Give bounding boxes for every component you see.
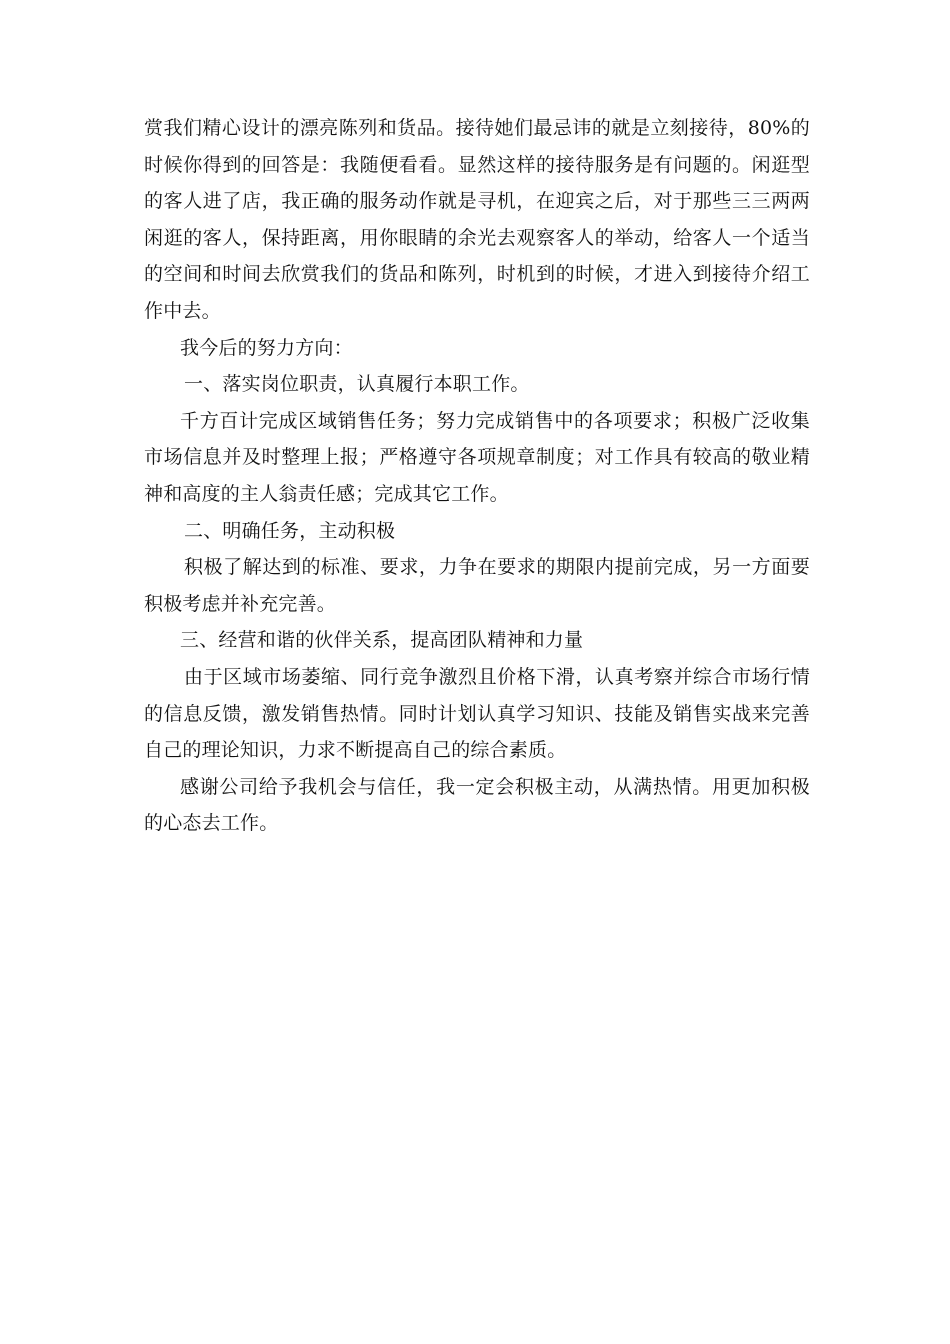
- section-heading-2: 二、明确任务，主动积极: [184, 519, 396, 542]
- section-heading-3: 三、经营和谐的伙伴关系，提高团队精神和力量: [180, 629, 584, 652]
- paragraph-section-1: 千方百计完成区域销售任务；努力完成销售中的各项要求；积极广泛收集市场信息并及时整理上报；严格遵守各项规章制度；对工作具有较高的敬业精神和高度的主人翁责任感；完成其它工作。: [144, 409, 810, 505]
- paragraph-section-2: 积极了解达到的标准、要求，力争在要求的期限内提前完成，另一方面要积极考虑并补充完善。: [144, 556, 810, 615]
- paragraph-section-3: 由于区域市场萎缩、同行竞争激烈且价格下滑，认真考察并综合市场行情的信息反馈，激发销售热情。同时计划认真学习知识、技能及销售实战来完善自己的理论知识，力求不断提高自己的综合素质。: [144, 665, 810, 762]
- paragraph-future-direction-intro: 我今后的努力方向：: [180, 336, 353, 359]
- paragraph-continuation: 赏我们精心设计的漂亮陈列和货品。接待她们最忌讳的就是立刻接待，80%的时候你得到的回答是：我随便看看。显然这样的接待服务是有问题的。闲逛型的客人进了店，我正确的服务动作就是寻机，在迎宾之后，对于那些三三两两闲逛的客人，保持距离，用你眼睛的余光去观察客人的举动，给客人一个适当的空间和时间去欣赏我们的货品和陈列，时机到的时候，才进入到接待介绍工作中去。: [144, 117, 810, 322]
- paragraph-closing: 感谢公司给予我机会与信任，我一定会积极主动，从满热情。用更加积极的心态去工作。: [144, 775, 810, 835]
- section-heading-1: 一、落实岗位职责，认真履行本职工作。: [184, 373, 530, 396]
- document-body: [144, 110, 810, 842]
